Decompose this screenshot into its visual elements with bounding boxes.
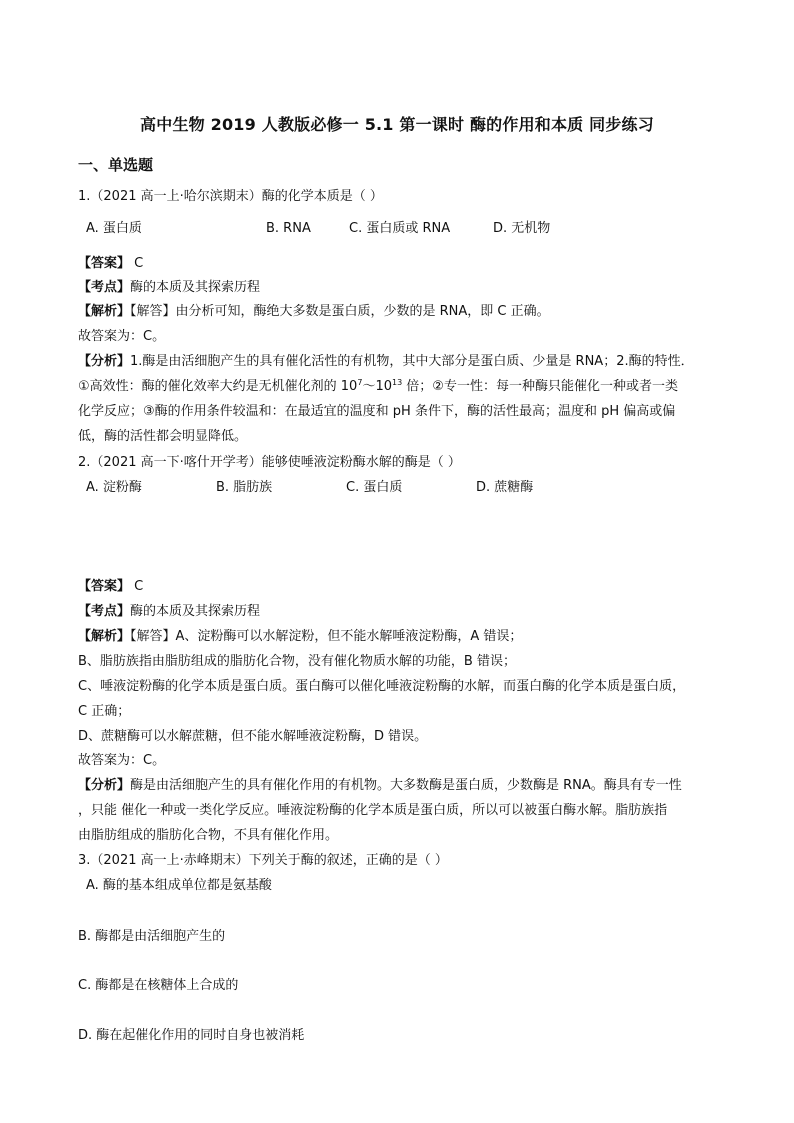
- jiexi-text: 【解答】由分析可知，酶绝大多数是蛋白质，少数的是 RNA，即 C 正确。: [130, 304, 550, 319]
- q1-fenxi-line-3: 化学反应；③酶的作用条件较温和：在最适宜的温度和 pH 条件下，酶的活性最高；温度和 pH 偏高或偏: [78, 404, 676, 419]
- kaodian-tag: 【考点】: [78, 280, 131, 295]
- jiexi-tag: 【解析】: [78, 629, 131, 644]
- q1-kaodian-line: [78, 278, 260, 298]
- q1-fenxi-line-4: 低，酶的活性都会明显降低。: [78, 429, 248, 444]
- q1-jiexi-line: [78, 302, 550, 322]
- exponent: 13: [391, 378, 403, 387]
- kaodian-text: 酶的本质及其探索历程: [130, 604, 261, 619]
- q3-option-b: B. 酶都是由活细胞产生的: [78, 929, 226, 944]
- q1-option-a: A. 蛋白质: [86, 221, 142, 236]
- q2-explain-d: D、蔗糖酶可以水解蔗糖，但不能水解唾液淀粉酶，D 错误。: [78, 729, 428, 744]
- question-2-stem: 2.（2021 高一下·喀什开学考）能够使唾液淀粉酶水解的酶是（ ）: [78, 455, 461, 470]
- q2-answer-line: [78, 577, 143, 597]
- question-1-stem: 1.（2021 高一上·哈尔滨期末）酶的化学本质是（ ）: [78, 189, 383, 204]
- answer-tag: 【答案】: [78, 579, 131, 594]
- fenxi-text: 酶是由活细胞产生的具有催化作用的有机物。大多数酶是蛋白质，少数酶是 RNA。酶具有专一性: [130, 778, 682, 793]
- q1-option-d: D. 无机物: [493, 221, 551, 236]
- q2-fenxi-line-3: 由脂肪组成的脂肪化合物，不具有催化作用。: [78, 828, 339, 843]
- q3-option-c: C. 酶都是在核糖体上合成的: [78, 978, 239, 993]
- q2-option-b: B. 脂肪族: [216, 480, 273, 495]
- q2-explain-b: B、脂肪族指由脂肪组成的脂肪化合物，没有催化物质水解的功能，B 错误；: [78, 654, 516, 669]
- q1-fenxi-line-1: [78, 352, 694, 372]
- question-3-stem: 3.（2021 高一上·赤峰期末）下列关于酶的叙述，正确的是（ ）: [78, 853, 448, 868]
- answer-value: C: [130, 579, 144, 594]
- q2-fenxi-line-1: [78, 776, 682, 796]
- q1-answer-line: [78, 254, 143, 274]
- answer-value: C: [130, 256, 144, 271]
- exponent: 7: [357, 378, 363, 387]
- fenxi-text: 1.酶是由活细胞产生的具有催化活性的有机物，其中大部分是蛋白质、少量是 RNA；2.酶的特性．: [130, 354, 694, 369]
- kaodian-tag: 【考点】: [78, 604, 131, 619]
- section-heading: 一、单选题: [78, 156, 154, 174]
- fenxi-text: ①高效性：酶的催化效率大约是无机催化剂的 10: [78, 379, 358, 394]
- q1-fenxi-line-2: [78, 377, 678, 397]
- q1-option-c: C. 蛋白质或 RNA: [349, 221, 451, 236]
- jiexi-tag: 【解析】: [78, 304, 131, 319]
- q3-option-d: D. 酶在起催化作用的同时自身也被消耗: [78, 1028, 305, 1043]
- q2-fenxi-line-2: ，只能 催化一种或一类化学反应。唾液淀粉酶的化学本质是蛋白质，所以可以被蛋白酶水解。脂肪族指: [78, 803, 668, 818]
- jiexi-text: 【解答】A、淀粉酶可以水解淀粉，但不能水解唾液淀粉酶，A 错误；: [130, 629, 523, 644]
- q2-jiexi-line: [78, 627, 522, 647]
- q2-kaodian-line: [78, 602, 260, 622]
- answer-tag: 【答案】: [78, 256, 131, 271]
- fenxi-tag: 【分析】: [78, 778, 131, 793]
- q2-option-d: D. 蔗糖酶: [476, 480, 534, 495]
- fenxi-text: ～10: [362, 379, 392, 394]
- q2-final-answer: 故答案为：C。: [78, 753, 166, 768]
- kaodian-text: 酶的本质及其探索历程: [130, 280, 261, 295]
- q2-explain-c-1: C、唾液淀粉酶的化学本质是蛋白质。蛋白酶可以催化唾液淀粉酶的水解，而蛋白酶的化学本质是蛋白质，: [78, 679, 686, 694]
- q3-option-a: A. 酶的基本组成单位都是氨基酸: [86, 878, 272, 893]
- fenxi-tag: 【分析】: [78, 354, 131, 369]
- q2-option-a: A. 淀粉酶: [86, 480, 142, 495]
- q2-option-c: C. 蛋白质: [346, 480, 403, 495]
- document-title: 高中生物 2019 人教版必修一 5.1 第一课时 酶的作用和本质 同步练习: [140, 115, 654, 134]
- q2-explain-c-2: C 正确；: [78, 704, 131, 719]
- q1-option-b: B. RNA: [266, 221, 311, 236]
- q1-final-answer: 故答案为：C。: [78, 329, 166, 344]
- fenxi-text: 倍；②专一性：每一种酶只能催化一种或者一类: [402, 379, 678, 394]
